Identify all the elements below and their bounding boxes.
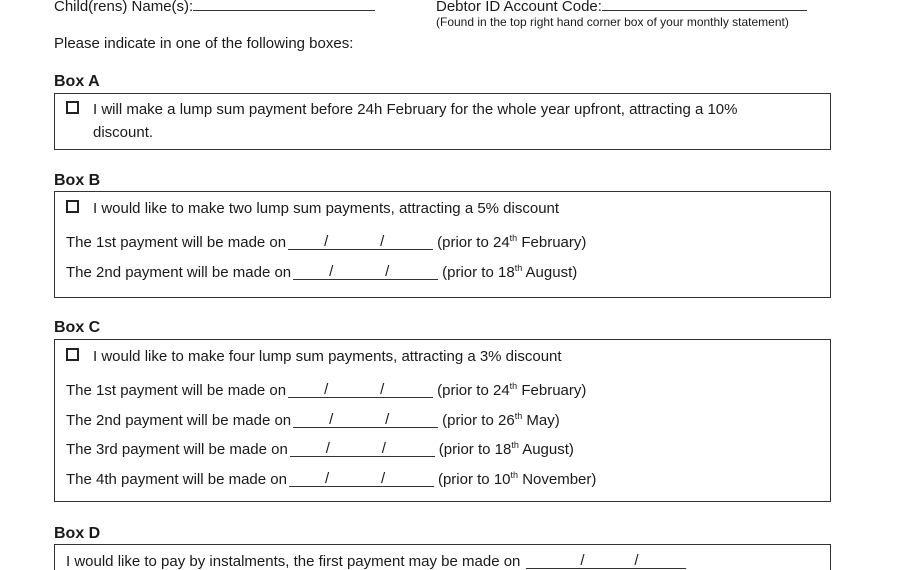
- box-a: [54, 93, 831, 150]
- deadline: (prior to 18th August): [438, 440, 574, 458]
- checkbox-icon[interactable]: [66, 101, 79, 114]
- slash: /: [324, 470, 330, 487]
- child-name-blank[interactable]: [193, 0, 375, 11]
- date-field[interactable]: [293, 412, 438, 428]
- slash: /: [381, 440, 386, 457]
- checkbox-icon[interactable]: [66, 348, 79, 361]
- checkbox-icon[interactable]: [66, 200, 79, 213]
- deadline: (prior to 24th February): [437, 233, 587, 251]
- instalment-row: [66, 553, 690, 570]
- payment-label: The 1st payment will be made on: [66, 234, 287, 251]
- payment-row: [66, 382, 586, 399]
- date-field[interactable]: [288, 234, 433, 250]
- slash: /: [329, 411, 334, 428]
- slash: /: [324, 233, 329, 250]
- slash: /: [385, 411, 390, 428]
- box-b-option[interactable]: [66, 200, 559, 217]
- payment-label: The 2nd payment will be made on: [66, 264, 292, 281]
- box-c: [54, 339, 831, 502]
- date-field[interactable]: [290, 441, 435, 457]
- payment-row: [66, 234, 586, 251]
- slash: /: [385, 263, 390, 280]
- debtor-id-field[interactable]: [436, 0, 807, 15]
- payment-label: The 4th payment will be made on: [66, 471, 287, 488]
- slash: /: [329, 263, 334, 280]
- box-a-title: Box A: [54, 73, 100, 90]
- slash: /: [634, 552, 639, 569]
- slash: /: [380, 470, 386, 487]
- debtor-id-note: (Found in the top right hand corner box of your monthly statement): [436, 15, 789, 29]
- box-c-option[interactable]: [66, 348, 562, 365]
- box-d-title: Box D: [54, 525, 101, 542]
- debtor-id-blank[interactable]: [602, 0, 807, 11]
- box-d: [54, 544, 831, 570]
- date-field[interactable]: [293, 264, 438, 280]
- box-a-option-text: I will make a lump sum payment before 24h February for the whole year upfront, attracting a 10%: [93, 101, 738, 118]
- date-field[interactable]: [289, 471, 434, 487]
- box-a-option-cont: discount.: [93, 124, 154, 141]
- deadline: (prior to 24th February): [437, 381, 587, 399]
- slash: /: [380, 233, 385, 250]
- deadline: (prior to 10th November): [437, 470, 597, 488]
- payment-row: [66, 471, 596, 488]
- date-field[interactable]: [288, 382, 433, 398]
- instalment-text: I would like to pay by instalments, the first payment may be made on: [66, 553, 521, 570]
- payment-label: The 1st payment will be made on: [66, 382, 287, 399]
- box-c-title: Box C: [54, 319, 101, 336]
- box-b: [54, 191, 831, 298]
- deadline: (prior to 26th May): [442, 411, 560, 429]
- slash: /: [380, 381, 385, 398]
- date-field[interactable]: [526, 553, 686, 569]
- payment-row: [66, 441, 574, 458]
- child-name-label: Child(rens) Name(s):: [54, 0, 194, 15]
- box-b-option-text: I would like to make two lump sum payments, attracting a 5% discount: [93, 200, 560, 217]
- payment-label: The 3rd payment will be made on: [66, 441, 288, 458]
- slash: /: [324, 381, 329, 398]
- slash: /: [325, 440, 330, 457]
- slash: /: [580, 552, 585, 569]
- box-b-title: Box B: [54, 172, 101, 189]
- child-name-field[interactable]: [54, 0, 375, 15]
- payment-label: The 2nd payment will be made on: [66, 412, 292, 429]
- instruction-text: Please indicate in one of the following boxes:: [54, 35, 354, 52]
- payment-row: [66, 264, 577, 281]
- deadline: (prior to 18th August): [442, 263, 578, 281]
- payment-row: [66, 412, 560, 429]
- debtor-id-label: Debtor ID Account Code:: [436, 0, 602, 15]
- box-c-option-text: I would like to make four lump sum payments, attracting a 3% discount: [93, 348, 562, 365]
- box-a-option[interactable]: [66, 101, 738, 118]
